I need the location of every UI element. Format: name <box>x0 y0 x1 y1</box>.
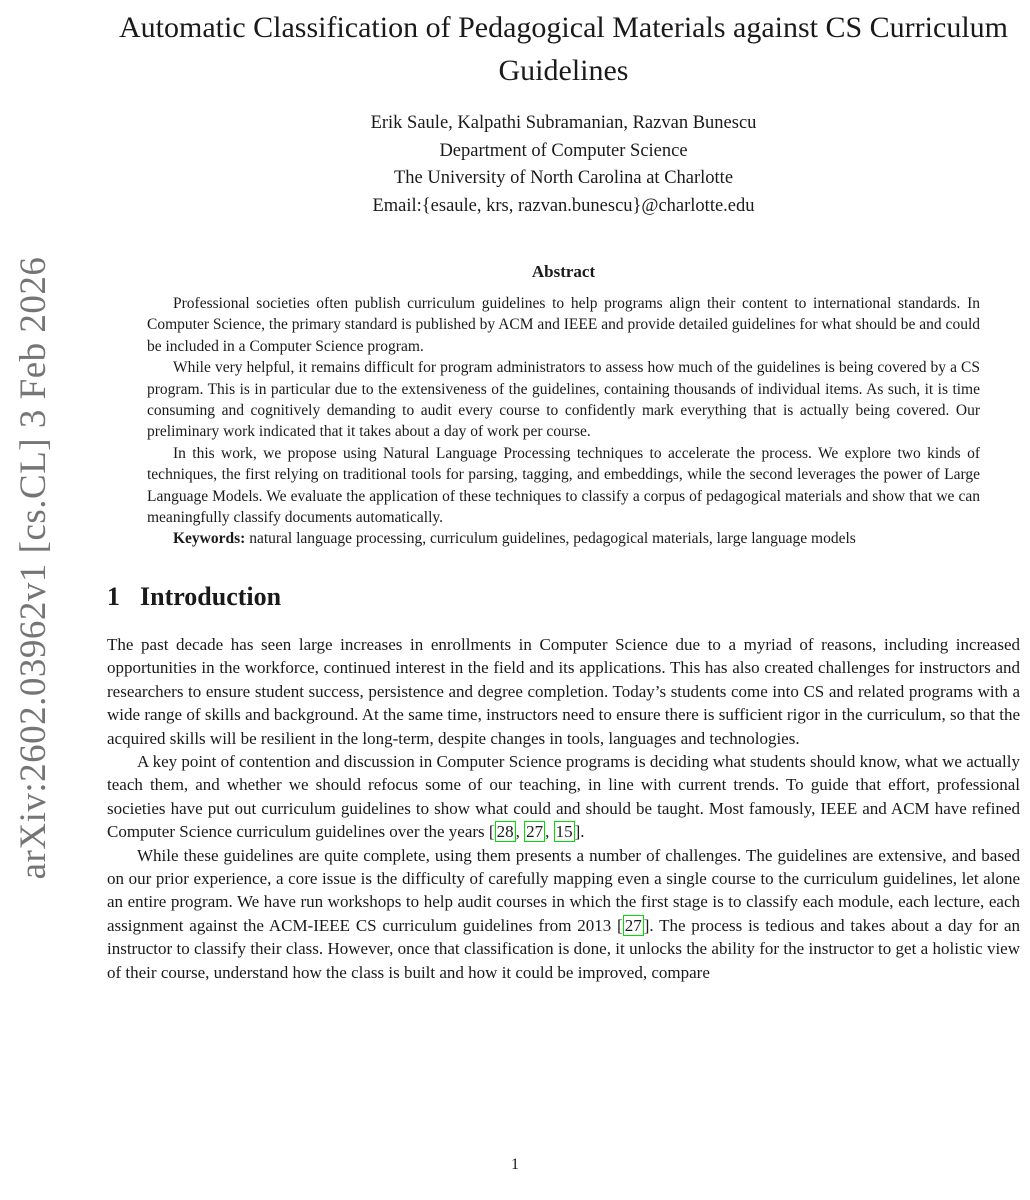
intro-paragraph: While these guidelines are quite complete, using them presents a number of challenges. The guidelines are extensive, and based on our prior experience, a core issue is the difficulty of carefully mapping even a single course to the curriculum guidelines, let alone an entire program. We have run workshops to help audit courses in which the first stage is to classify each module, each lecture, each assignment against the ACM-IEEE CS curriculum guidelines from 2013 [ 27 ]. The process is tedious and takes about a day for an instructor to classify their class. However, once that classification is done, it unlocks the ability for the instructor to get a holistic view of their course, understand how the class is built and how it could be improved, compare <box>107 845 1020 982</box>
citation-ref[interactable]: 15 <box>555 822 573 842</box>
author-names: Erik Saule, Kalpathi Subramanian, Razvan Bunescu <box>370 113 757 133</box>
introduction-body <box>107 633 1020 984</box>
arxiv-watermark: arXiv:2602.03962v1 [cs.CL] 3 Feb 2026 <box>13 256 54 880</box>
keywords-text: natural language processing, curriculum guidelines, pedagogical materials, large language models <box>245 530 856 548</box>
abstract-body <box>147 293 980 550</box>
abstract-paragraph: While very helpful, it remains difficult for program administrators to assess how much of the guidelines is being covered by a CS program. This is in particular due to the extensiveness of the guidelines, containing thousands of individual items. As such, it is time consuming and cognitively demanding to audit every course to confidently mark everything that is actually being covered. Our preliminary work indicated that it takes about a day of work per course. <box>147 359 980 441</box>
section-number: 1 <box>107 581 120 611</box>
intro-paragraph: A key point of contention and discussion in Computer Science programs is deciding what students should know, what we actually teach them, and whether we should refocus some of our teaching, in line with current trends. To guide that effort, professional societies have put out curriculum guidelines to show what could and should be taught. Most famously, IEEE and ACM have refined Computer Science curriculum guidelines over the years [ 28 , 27 , 15 ]. <box>107 751 1020 842</box>
page-number: 1 <box>511 1156 519 1173</box>
paper-content <box>107 0 1020 984</box>
abstract-heading: Abstract <box>531 262 596 281</box>
section-heading-introduction <box>107 582 1020 612</box>
abstract-paragraph: Professional societies often publish curriculum guidelines to help programs align their content to international standards. In Computer Science, the primary standard is published by ACM and IEEE and provide detailed guidelines for what should be and could be included in a Computer Science program. <box>147 295 980 355</box>
intro-paragraph: The past decade has seen large increases in enrollments in Computer Science due to a myriad of reasons, including increased opportunities in the workforce, continued interest in the field and its applications. This has also created challenges for instructors and researchers to ensure student success, persistence and degree completion. Today’s students come into CS and related programs with a wide range of skills and background. At the same time, instructors need to ensure there is sufficient rigor in the curriculum, so that the acquired skills will be resilient in the long-term, despite changes in tools, languages and technologies. <box>107 634 1020 748</box>
author-university: The University of North Carolina at Charlotte <box>393 168 734 188</box>
section-title: Introduction <box>140 581 282 611</box>
paper-title: Automatic Classification of Pedagogical Materials against CS Curriculum Guidelines <box>119 11 1008 87</box>
citation-ref[interactable]: 27 <box>526 822 544 842</box>
citation-ref[interactable]: 28 <box>496 822 514 842</box>
author-department: Department of Computer Science <box>439 140 688 161</box>
keywords-label: Keywords: <box>173 530 246 548</box>
abstract-paragraph: In this work, we propose using Natural Language Processing techniques to accelerate the process. We explore two kinds of techniques, the first relying on traditional tools for parsing, tagging, and embeddings, while the second leverages the power of Large Language Models. We evaluate the application of these techniques to classify a corpus of pedagogical materials and show that we can meaningfully classify documents automatically. <box>147 444 980 527</box>
author-email: Email:{esaule, krs, razvan.bunescu}@charlotte.edu <box>372 195 755 216</box>
citation-ref[interactable]: 27 <box>624 915 642 935</box>
abstract-keywords <box>147 528 980 549</box>
authors-block <box>107 110 1020 220</box>
